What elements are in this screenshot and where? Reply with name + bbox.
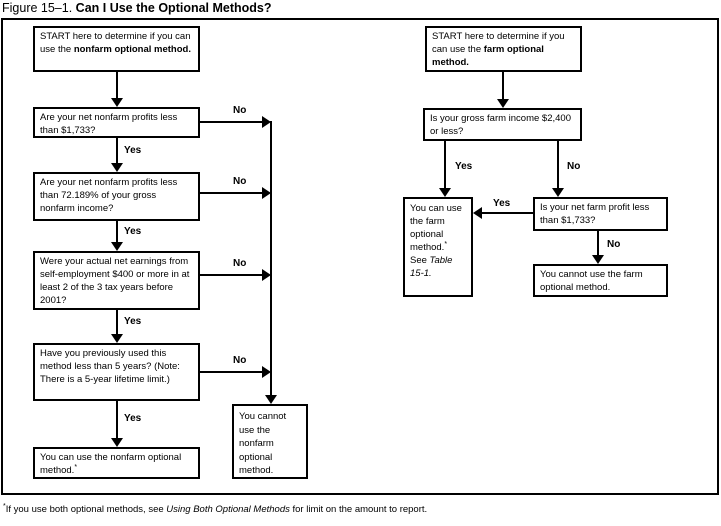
- farm-cannot-box: [533, 264, 668, 297]
- no-label: No: [607, 239, 621, 250]
- arrow-line: [116, 221, 118, 242]
- nonfarm-start-bold: nonfarm optional method.: [73, 44, 191, 55]
- footnote-marker: *: [3, 502, 6, 510]
- arrowhead-down-icon: [265, 395, 277, 404]
- nonfarm-q-profits-box: [33, 107, 200, 138]
- arrow-line: [502, 72, 504, 99]
- nonfarm-q-prior-use-text: Have you previously used this method less than 5 years? (Note: There is a 5-year lifetime limit.): [40, 348, 180, 385]
- arrow-line: [482, 212, 533, 214]
- figure-title-prefix: Figure 15–1.: [2, 1, 76, 15]
- farm-cannot-text: You cannot use the farm optional method.: [540, 269, 643, 293]
- footnote-lead: If you use both optional methods, see: [5, 504, 167, 515]
- arrowhead-down-icon: [552, 188, 564, 197]
- nonfarm-q-profits-text: Are your net nonfarm profits less than $1,733?: [40, 112, 178, 136]
- arrow-line: [200, 192, 262, 194]
- farm-start-box: [425, 26, 582, 72]
- arrow-line: [116, 72, 118, 98]
- farm-can-table-ref: Table 15-1.: [410, 255, 453, 279]
- arrow-line: [597, 231, 599, 255]
- nonfarm-can-text: You can use the nonfarm optional method.: [40, 452, 182, 476]
- figure-title-main: Can I Use the Optional Methods?: [75, 1, 272, 15]
- arrowhead-down-icon: [111, 163, 123, 172]
- arrowhead-down-icon: [439, 188, 451, 197]
- arrow-line: [116, 138, 118, 163]
- farm-q-gross-text: Is your gross farm income $2,400 or less?: [430, 113, 571, 137]
- arrow-line: [200, 371, 262, 373]
- footnote-reference: Using Both Optional Methods: [166, 504, 290, 515]
- farm-q-gross-box: [423, 108, 582, 141]
- farm-q-profit-text: Is your net farm profit less than $1,733?: [540, 202, 650, 226]
- yes-label: Yes: [455, 161, 473, 172]
- nonfarm-q-percent-box: [33, 172, 200, 221]
- arrow-line: [200, 274, 262, 276]
- farm-q-profit-box: [533, 197, 668, 231]
- arrow-line: [116, 310, 118, 334]
- arrowhead-down-icon: [592, 255, 604, 264]
- yes-label: Yes: [124, 145, 142, 156]
- yes-label: Yes: [124, 413, 142, 424]
- nonfarm-q-earnings-text: Were your actual net earnings from self-employment $400 or more in at least 2 of the 3 tax years before 2001?: [40, 256, 190, 306]
- arrow-line: [200, 121, 262, 123]
- arrow-line: [116, 401, 118, 438]
- no-label: No: [233, 176, 247, 187]
- yes-label: Yes: [124, 316, 142, 327]
- arrow-line: [557, 141, 559, 188]
- no-label: No: [233, 105, 247, 116]
- farm-can-text: You can use the farm optional method.: [410, 203, 462, 253]
- farm-can-see: See: [410, 255, 430, 266]
- nonfarm-cannot-box: [232, 404, 308, 479]
- footnote: [3, 504, 427, 516]
- no-label: No: [567, 161, 581, 172]
- nonfarm-q-percent-text: Are your net nonfarm profits less than 72.189% of your gross nonfarm income?: [40, 177, 178, 214]
- arrow-line: [270, 121, 272, 396]
- nonfarm-q-earnings-box: [33, 251, 200, 310]
- arrowhead-down-icon: [111, 98, 123, 107]
- arrowhead-left-icon: [473, 207, 482, 219]
- arrowhead-down-icon: [111, 438, 123, 447]
- arrowhead-down-icon: [497, 99, 509, 108]
- yes-label: Yes: [124, 226, 142, 237]
- nonfarm-start-text: START here to determine if you can use the: [40, 31, 191, 55]
- footnote-marker: *: [74, 463, 78, 471]
- farm-start-bold: farm optional method.: [432, 44, 544, 68]
- arrowhead-down-icon: [111, 334, 123, 343]
- no-label: No: [233, 258, 247, 269]
- farm-start-text: START here to determine if you can use the: [432, 31, 565, 55]
- figure-title: [2, 1, 272, 15]
- yes-label: Yes: [493, 198, 511, 209]
- nonfarm-q-prior-use-box: [33, 343, 200, 401]
- nonfarm-can-box: [33, 447, 200, 479]
- nonfarm-start-box: [33, 26, 200, 72]
- arrowhead-down-icon: [111, 242, 123, 251]
- footnote-marker: *: [444, 240, 448, 248]
- no-label: No: [233, 355, 247, 366]
- nonfarm-cannot-text: You cannot use the nonfarm optional method.: [239, 411, 287, 476]
- farm-can-box: [403, 197, 473, 297]
- arrow-line: [444, 141, 446, 188]
- footnote-rest: for limit on the amount to report.: [289, 504, 428, 515]
